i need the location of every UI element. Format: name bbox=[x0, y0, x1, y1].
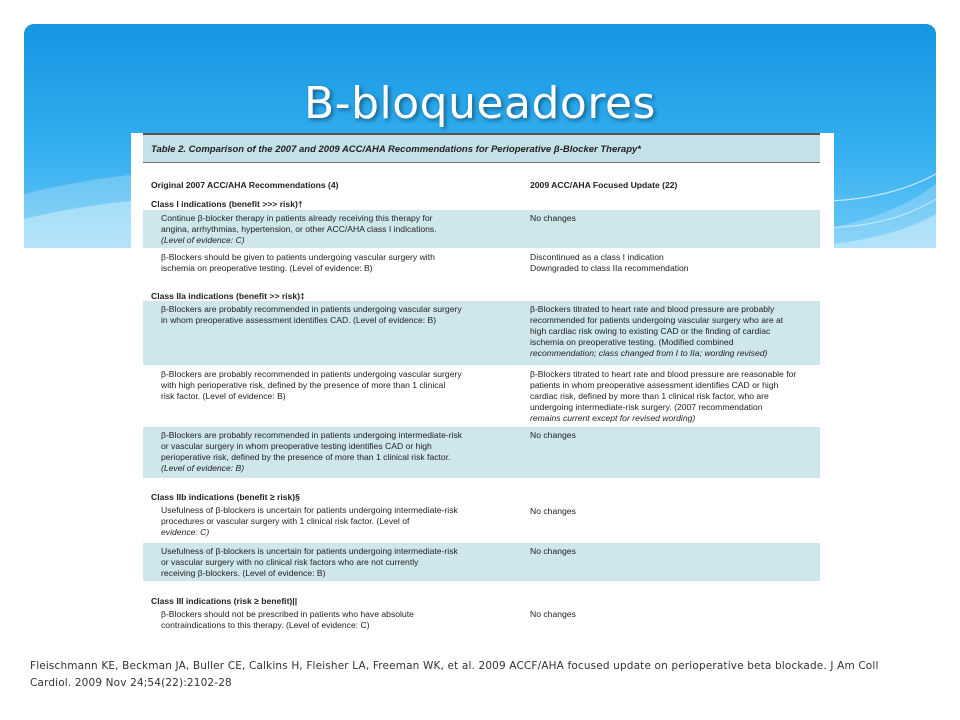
cell-2007: β-Blockers are probably recommended in patients undergoing intermediate-risk or vascular surgery in whom preoperative testing identifies CAD or high perioperative risk, defined by the presence of more than 1 clinical risk factor. (Level of evidence: B) bbox=[161, 430, 463, 473]
table-caption: Table 2. Comparison of the 2007 and 2009 ACC/AHA Recommendations for Perioperative β-Blocker Therapy* bbox=[143, 133, 820, 163]
table-image bbox=[131, 133, 834, 641]
table-row bbox=[143, 301, 820, 365]
table-row bbox=[143, 249, 820, 279]
table-row bbox=[143, 543, 820, 581]
cell-2009: Discontinued as a class I indication Downgraded to class IIa recommendation bbox=[530, 252, 689, 273]
cell-2009: β-Blockers titrated to heart rate and blood pressure are reasonable for patients in whom preoperative assessment identifies CAD or high cardiac risk, defined by more than 1 clinical risk factor, who are undergoing intermediate-risk surgery. (2007 recommendation remains current except for revised wording) bbox=[530, 369, 797, 423]
cell-2007: β-Blockers are probably recommended in patients undergoing vascular surgery with high perioperative risk, defined by the presence of more than 1 clinical risk factor. (Level of evidence: B) bbox=[161, 369, 462, 401]
slide-title: B-bloqueadores bbox=[304, 78, 656, 129]
cell-2007: Continue β-blocker therapy in patients already receiving this therapy for angina, arrhythmias, hypertension, or other ACC/AHA class I indications. (Level of evidence: C) bbox=[161, 213, 437, 245]
cell-2009: No changes bbox=[530, 213, 576, 223]
column-header-2009: 2009 ACC/AHA Focused Update (22) bbox=[530, 180, 678, 190]
cell-2007: β-Blockers are probably recommended in patients undergoing vascular surgery in whom preoperative assessment identifies CAD. (Level of evidence: B) bbox=[161, 304, 462, 325]
section-class-iia: Class IIa indications (benefit >> risk)‡ bbox=[151, 291, 305, 301]
table-row bbox=[143, 366, 820, 426]
cell-2009: No changes bbox=[530, 546, 576, 556]
cell-2009: No changes bbox=[530, 609, 576, 619]
table-row bbox=[143, 502, 820, 542]
recommendations-table bbox=[143, 133, 820, 641]
table-row bbox=[143, 427, 820, 478]
citation-footnote: Fleischmann KE, Beckman JA, Buller CE, Calkins H, Fleisher LA, Freeman WK, et al. 2009 ACCF/AHA focused update on perioperative beta blockade. J Am Coll Cardiol. 2009 Nov 24;54(22):2102-28 bbox=[30, 660, 879, 689]
cell-2007: Usefulness of β-blockers is uncertain for patients undergoing intermediate-risk procedures or vascular surgery with 1 clinical risk factor. (Level of evidence: C) bbox=[161, 505, 458, 537]
cell-2007: β-Blockers should be given to patients undergoing vascular surgery with ischemia on preoperative testing. (Level of evidence: B) bbox=[161, 252, 435, 273]
section-class-i: Class I indications (benefit >>> risk)† bbox=[151, 199, 303, 209]
cell-2009: No changes bbox=[530, 430, 576, 440]
cell-2009: No changes bbox=[530, 506, 576, 516]
cell-2009: β-Blockers titrated to heart rate and blood pressure are probably recommended for patients undergoing vascular surgery who are at high cardiac risk owing to existing CAD or the finding of cardiac ischemia on preoperative testing. (Modified combined recommendation; class changed from I to IIa; wording revised) bbox=[530, 304, 784, 358]
section-class-iib: Class IIb indications (benefit ≥ risk)§ bbox=[151, 492, 300, 502]
cell-2007: β-Blockers should not be prescribed in patients who have absolute contraindications to this therapy. (Level of evidence: C) bbox=[161, 609, 414, 630]
cell-2007: Usefulness of β-blockers is uncertain for patients undergoing intermediate-risk or vascular surgery with no clinical risk factors who are not currently receiving β-blockers. (Level of evidence: B) bbox=[161, 546, 458, 578]
table-row bbox=[143, 607, 820, 637]
section-class-iii: Class III indications (risk ≥ benefit)|| bbox=[151, 596, 298, 606]
table-row bbox=[143, 210, 820, 248]
column-header-2007: Original 2007 ACC/AHA Recommendations (4) bbox=[151, 180, 339, 190]
